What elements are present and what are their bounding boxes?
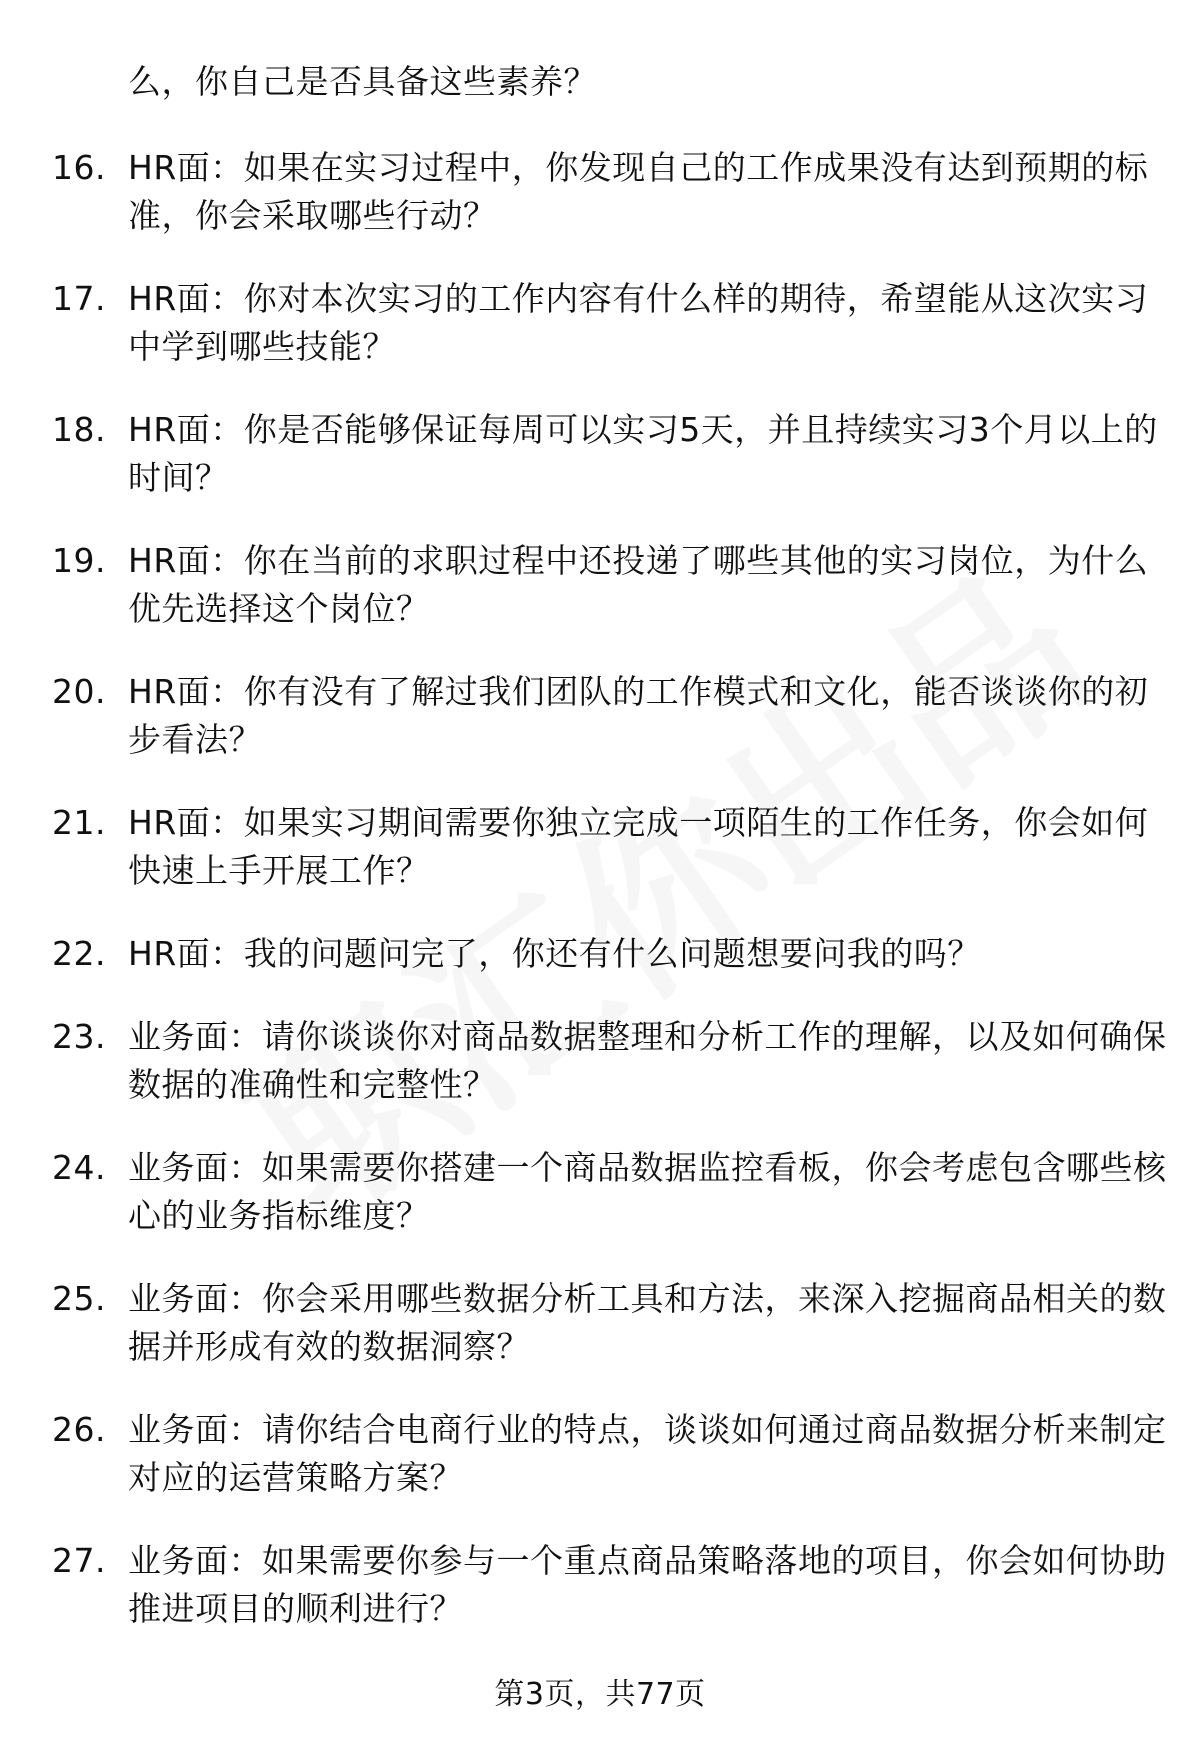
question-number: 17. xyxy=(52,279,106,318)
question-text: HR面：如果实习期间需要你独立完成一项陌生的工作任务，你会如何快速上手开展工作？ xyxy=(128,803,1149,890)
question-item xyxy=(0,275,1200,406)
question-item xyxy=(0,1537,1200,1668)
question-number: 16. xyxy=(52,148,106,187)
question-item xyxy=(0,1275,1200,1406)
question-number: 19. xyxy=(52,541,106,580)
question-number: 27. xyxy=(52,1541,106,1580)
question-number: 23. xyxy=(52,1017,106,1056)
question-text: HR面：你对本次实习的工作内容有什么样的期待，希望能从这次实习中学到哪些技能？ xyxy=(128,279,1149,366)
question-item xyxy=(0,1406,1200,1537)
question-text: HR面：你有没有了解过我们团队的工作模式和文化，能否谈谈你的初步看法？ xyxy=(128,672,1149,759)
question-item xyxy=(0,1144,1200,1275)
question-item xyxy=(0,930,1200,1013)
question-text: HR面：你在当前的求职过程中还投递了哪些其他的实习岗位，为什么优先选择这个岗位？ xyxy=(128,541,1149,628)
question-item xyxy=(0,799,1200,930)
continuation-text: 么，你自己是否具备这些素养？ xyxy=(128,62,597,101)
question-list xyxy=(0,144,1200,1668)
question-text: 业务面：如果需要你搭建一个商品数据监控看板，你会考虑包含哪些核心的业务指标维度？ xyxy=(128,1148,1167,1235)
question-number: 21. xyxy=(52,803,106,842)
question-number: 22. xyxy=(52,934,106,973)
question-text: HR面：我的问题问完了，你还有什么问题想要问我的吗？ xyxy=(128,934,981,973)
question-number: 24. xyxy=(52,1148,106,1187)
question-text: 业务面：如果需要你参与一个重点商品策略落地的项目，你会如何协助推进项目的顺利进行？ xyxy=(128,1541,1167,1628)
question-text: 业务面：请你结合电商行业的特点，谈谈如何通过商品数据分析来制定对应的运营策略方案？ xyxy=(128,1410,1167,1497)
question-number: 26. xyxy=(52,1410,106,1449)
question-item xyxy=(0,144,1200,275)
page-footer: 第3页，共77页 xyxy=(494,1677,706,1712)
question-text: 业务面：你会采用哪些数据分析工具和方法，来深入挖掘商品相关的数据并形成有效的数据洞察？ xyxy=(128,1279,1167,1366)
question-item xyxy=(0,1013,1200,1144)
question-text: 业务面：请你谈谈你对商品数据整理和分析工作的理解，以及如何确保数据的准确性和完整性？ xyxy=(128,1017,1167,1104)
question-item xyxy=(0,668,1200,799)
question-number: 18. xyxy=(52,410,106,449)
question-text: HR面：如果在实习过程中，你发现自己的工作成果没有达到预期的标准，你会采取哪些行动？ xyxy=(128,148,1149,235)
question-text: HR面：你是否能够保证每周可以实习5天，并且持续实习3个月以上的时间？ xyxy=(128,410,1158,497)
question-number: 25. xyxy=(52,1279,106,1318)
question-item xyxy=(0,406,1200,537)
question-number: 20. xyxy=(52,672,106,711)
question-item xyxy=(0,537,1200,668)
